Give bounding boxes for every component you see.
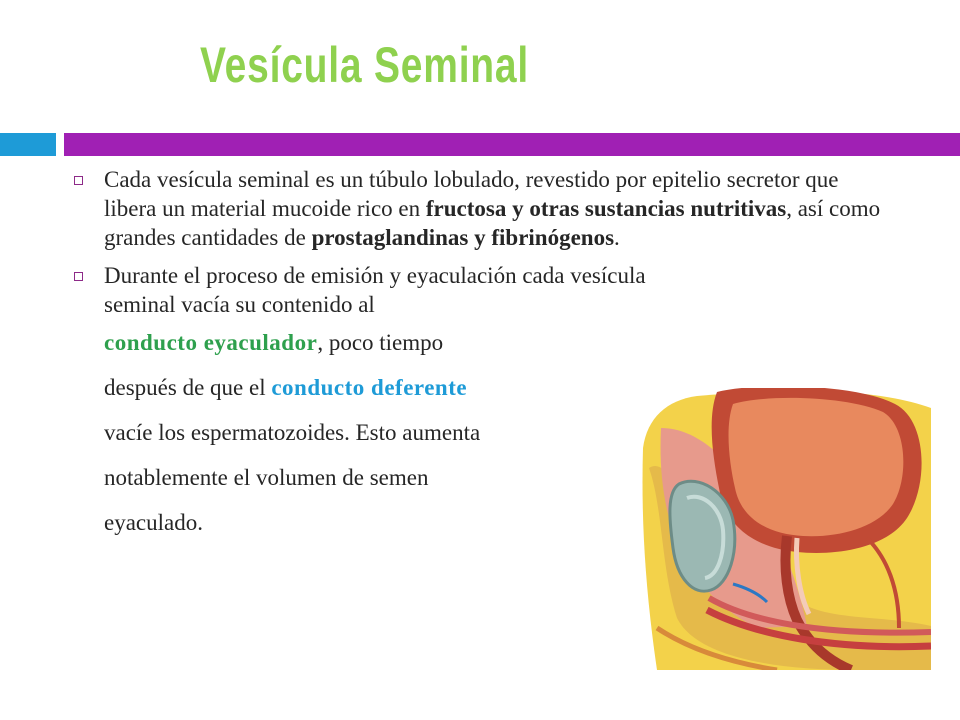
accent-bar-blue (0, 133, 56, 156)
bullet-2-line (104, 321, 884, 364)
accent-bar-purple (64, 133, 960, 156)
bullet-2-line: Durante el proceso de emisión y eyaculación cada vesícula (104, 263, 646, 288)
bullet-2-segment: después de que el (104, 375, 272, 400)
conducto-eyaculador-highlight: conducto eyaculador (104, 330, 318, 355)
conducto-deferente-highlight: conducto deferente (271, 375, 468, 400)
bullet-1-text (104, 167, 880, 250)
bullet-1-segment: . (614, 225, 620, 250)
bullet-item-1 (74, 165, 884, 252)
slide-title: Vesícula Seminal (200, 37, 530, 93)
bullet-2-line: seminal vacía su contenido al (104, 292, 375, 317)
bullet-2-line: vacíe los espermatozoides. Esto aumenta (104, 420, 481, 445)
anatomy-illustration (637, 388, 931, 670)
pelvic-anatomy-icon (637, 388, 931, 670)
bullet-1-segment: Cada vesícula seminal es un túbulo lobulado, revestido por epitelio secretor que libera un material mucoide rico en (104, 167, 839, 221)
square-bullet-icon (74, 272, 83, 281)
bold-term-prostaglandinas: prostaglandinas y fibrinógenos (311, 225, 615, 250)
bullet-1-segment: , así como grandes cantidades de (104, 196, 881, 250)
bullet-2-line: notablemente el volumen de semen (104, 465, 429, 490)
square-bullet-icon (74, 176, 83, 185)
bullet-2-line: eyaculado. (104, 510, 203, 535)
bold-term-fructosa: fructosa y otras sustancias nutritivas (425, 196, 787, 221)
bullet-2-segment: , poco tiempo (317, 330, 444, 355)
